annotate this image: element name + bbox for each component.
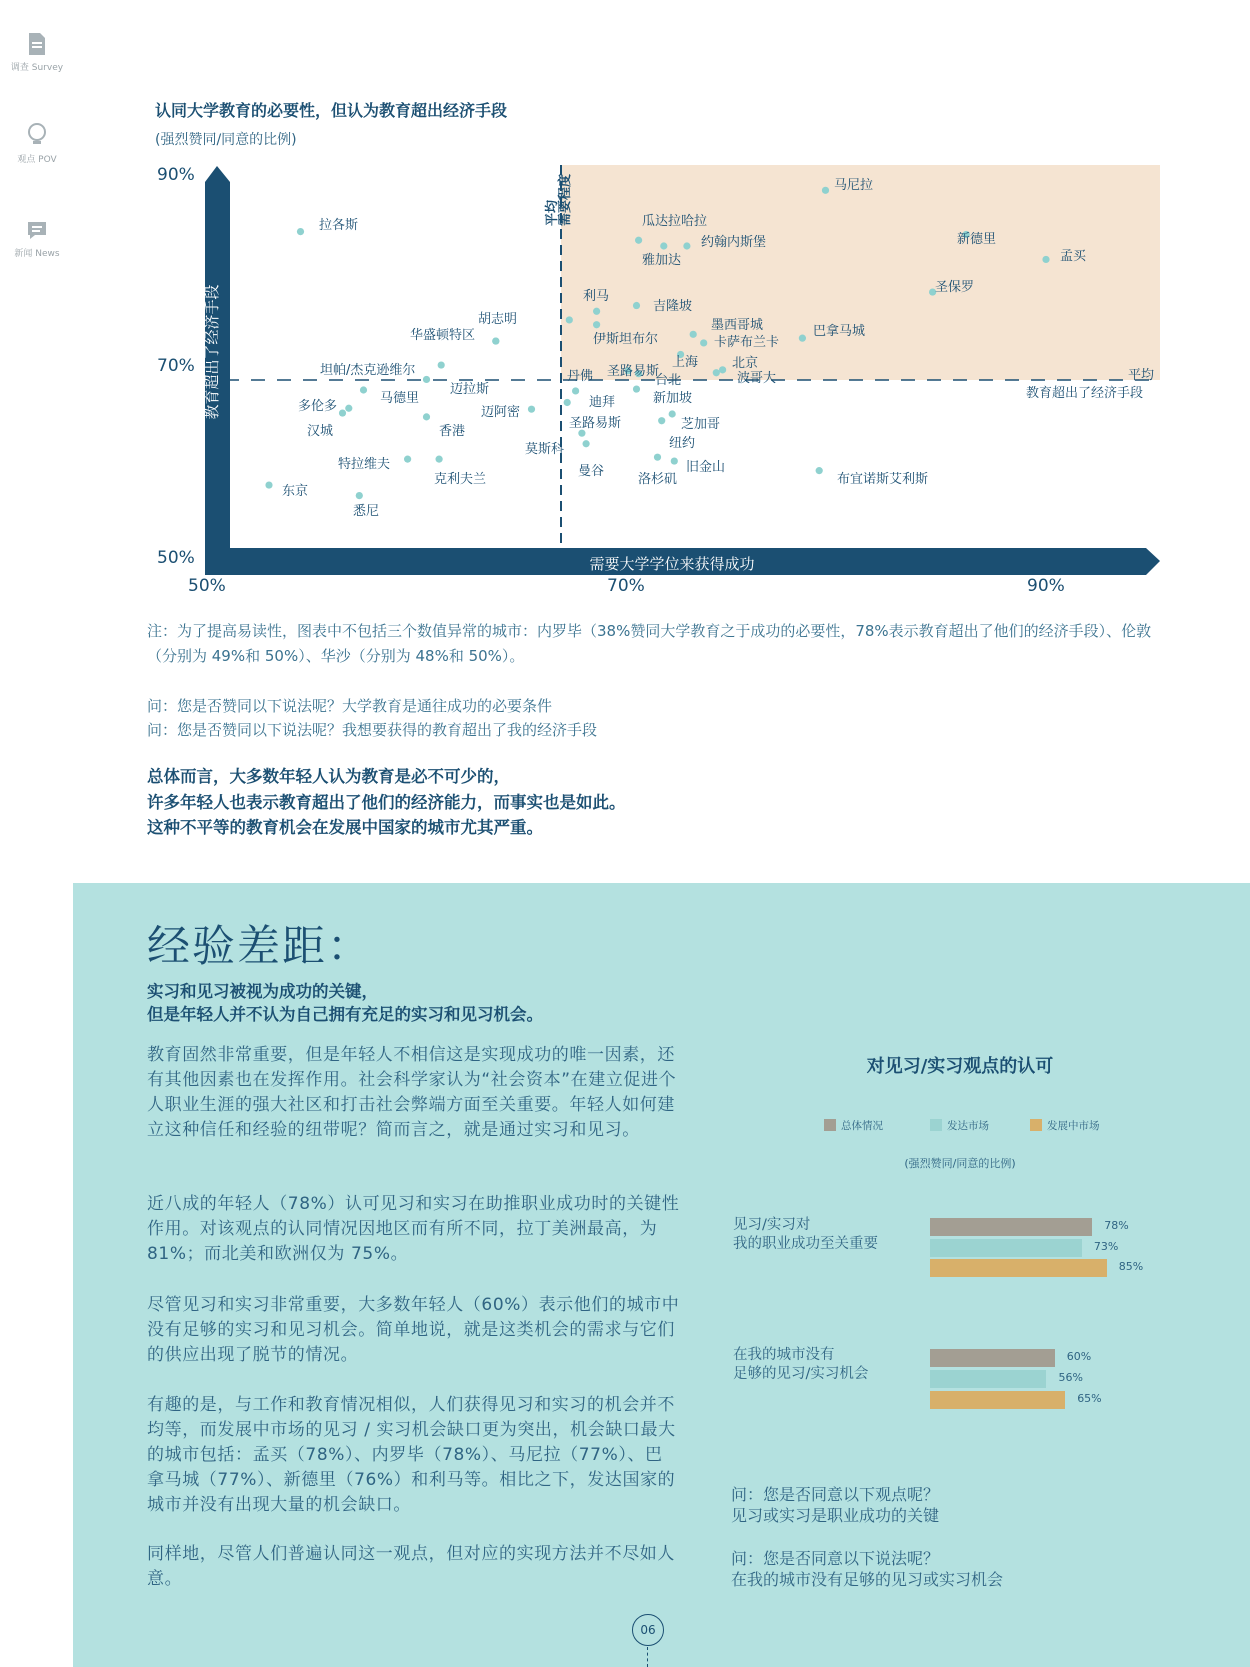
y-axis-label: 教育超出了经济手段 bbox=[203, 284, 221, 420]
city-label: 特拉维夫 bbox=[338, 457, 391, 472]
data-point bbox=[593, 308, 600, 315]
data-point bbox=[633, 385, 640, 392]
city-label: 迈拉斯 bbox=[450, 382, 490, 397]
city-label: 布宜诺斯艾利斯 bbox=[837, 472, 929, 487]
bar-group-label-1: 见习/实习对 我的职业成功至关重要 bbox=[733, 1217, 878, 1252]
city-label: 洛杉矶 bbox=[638, 472, 678, 487]
bar-developed-1 bbox=[930, 1239, 1082, 1257]
data-point bbox=[423, 376, 430, 383]
sidebar-item-label: 调查 Survey bbox=[10, 63, 64, 73]
data-point bbox=[436, 456, 443, 463]
bar-value: 85% bbox=[1118, 1260, 1144, 1273]
data-point bbox=[564, 399, 571, 406]
summary-line-3: 这种不平等的教育机会在发展中国家的城市尤其严重。 bbox=[147, 818, 543, 837]
city-label: 坦帕/杰克逊维尔 bbox=[320, 363, 416, 378]
city-label: 北京 bbox=[732, 356, 759, 371]
chart1-title: 认同大学教育的必要性，但认为教育超出经济手段 bbox=[155, 101, 508, 120]
x-axis-label: 需要大学学位来获得成功 bbox=[589, 555, 755, 573]
paragraph-5: 同样地，尽管人们普遍认同这一观点，但对应的实现方法并不尽如人意。 bbox=[147, 1544, 675, 1589]
city-label: 上海 bbox=[672, 355, 699, 370]
legend-developed: 发达市场 bbox=[930, 1118, 989, 1133]
y-tick-70: 70% bbox=[157, 356, 195, 376]
data-point bbox=[404, 456, 411, 463]
bar-group-label-2: 在我的城市没有 足够的见习/实习机会 bbox=[733, 1347, 869, 1382]
city-label: 东京 bbox=[282, 484, 309, 499]
bar-developed-2 bbox=[930, 1370, 1046, 1388]
y-tick-50: 50% bbox=[157, 548, 195, 568]
average-means-label-1: 平均 bbox=[1128, 368, 1155, 383]
city-label: 迪拜 bbox=[589, 395, 616, 410]
average-means-label-2: 教育超出了经济手段 bbox=[1026, 386, 1144, 401]
data-point bbox=[566, 316, 573, 323]
paragraph-3: 尽管见习和实习非常重要，大多数年轻人（60%）表示他们的城市中没有足够的实习和见习机会。简单地说，就是这类机会的需求与它们的供应出现了脱节的情况。 bbox=[147, 1295, 680, 1365]
y-tick-90: 90% bbox=[157, 165, 195, 185]
bar-value: 78% bbox=[1104, 1219, 1129, 1232]
city-label: 华盛顿特区 bbox=[410, 328, 476, 343]
city-label: 胡志明 bbox=[478, 312, 518, 327]
data-point bbox=[822, 187, 829, 194]
city-label: 马尼拉 bbox=[834, 178, 874, 193]
city-label: 吉隆坡 bbox=[653, 299, 693, 314]
data-point bbox=[683, 242, 690, 249]
legend-developing: 发展中市场 bbox=[1030, 1118, 1100, 1133]
city-label: 丹佛 bbox=[567, 369, 594, 384]
data-point bbox=[345, 405, 352, 412]
summary-line-1: 总体而言，大多数年轻人认为教育是必不可少的， bbox=[147, 767, 510, 786]
city-label: 台北 bbox=[655, 373, 682, 388]
city-label: 新加坡 bbox=[653, 391, 693, 406]
question-2: 问：您是否赞同以下说法呢？我想要获得的教育超出了我的经济手段 bbox=[147, 721, 598, 739]
data-point bbox=[700, 339, 707, 346]
bar-developing-1 bbox=[930, 1259, 1107, 1277]
data-point bbox=[528, 406, 535, 413]
bar-overall-1 bbox=[930, 1218, 1092, 1236]
data-point bbox=[713, 369, 720, 376]
section-heading: 经验差距： bbox=[147, 922, 372, 972]
data-point bbox=[719, 366, 726, 373]
city-label: 圣路易斯 bbox=[569, 416, 622, 431]
data-point bbox=[356, 492, 363, 499]
bar-overall-2 bbox=[930, 1349, 1055, 1367]
data-point bbox=[658, 417, 665, 424]
city-label: 圣保罗 bbox=[935, 280, 975, 295]
city-label: 马德里 bbox=[380, 391, 420, 406]
city-label: 纽约 bbox=[669, 436, 696, 451]
bar-developing-2 bbox=[930, 1391, 1065, 1409]
city-label: 芝加哥 bbox=[681, 417, 721, 432]
city-label: 悉尼 bbox=[353, 504, 380, 519]
data-point bbox=[816, 467, 823, 474]
page-number: 06 bbox=[632, 1614, 664, 1646]
city-label: 迈阿密 bbox=[481, 405, 521, 420]
paragraph-1: 教育固然非常重要，但是年轻人不相信这是实现成功的唯一因素，还有其他因素也在发挥作用。社会科学家认为“社会资本”在建立促进个人职业生涯的强大社区和打击社会弊端方面至关重要。年轻人如何建立这种信任和经验的纽带呢？简而言之，就是通过实习和见习。 bbox=[147, 1045, 677, 1140]
city-label: 孟买 bbox=[1060, 249, 1087, 264]
data-point bbox=[438, 361, 445, 368]
chart2-question-1: 问：您是否同意以下观点呢？ 见习或实习是职业成功的关键 bbox=[731, 1485, 940, 1525]
data-point bbox=[633, 302, 640, 309]
data-point bbox=[583, 440, 590, 447]
data-point bbox=[1042, 256, 1049, 263]
x-tick-90: 90% bbox=[1027, 576, 1065, 596]
data-point bbox=[297, 228, 304, 235]
data-point bbox=[423, 413, 430, 420]
data-point bbox=[339, 409, 346, 416]
city-label: 波哥大 bbox=[737, 371, 777, 386]
city-label: 旧金山 bbox=[686, 460, 726, 475]
bar-value: 60% bbox=[1066, 1350, 1092, 1363]
data-point bbox=[690, 331, 697, 338]
x-tick-50: 50% bbox=[188, 576, 226, 596]
sidebar-item-label: 观点 POV bbox=[17, 155, 57, 165]
city-label: 曼谷 bbox=[578, 464, 605, 479]
question-1: 问：您是否赞同以下说法呢？大学教育是通往成功的必要条件 bbox=[147, 697, 553, 715]
section-subheading: 实习和见习被视为成功的关键， 但是年轻人并不认为自己拥有充足的实习和见习机会。 bbox=[147, 982, 543, 1024]
city-label: 约翰内斯堡 bbox=[701, 235, 767, 250]
chart2-question-2: 问：您是否同意以下说法呢？ 在我的城市没有足够的见习或实习机会 bbox=[731, 1549, 1004, 1589]
highlight-quadrant bbox=[561, 165, 1160, 380]
city-label: 卡萨布兰卡 bbox=[714, 335, 780, 350]
chart1-note: 注：为了提高易读性，图表中不包括三个数值异常的城市：内罗毕（38%赞同大学教育之于成功的必要性，78%表示教育超出了他们的经济手段）、伦敦（分别为 49%和 50%）、华沙（分别为 48%和 50%）。 bbox=[147, 622, 1152, 665]
city-label: 利马 bbox=[583, 289, 610, 304]
paragraph-4: 有趣的是，与工作和教育情况相似，人们获得见习和实习的机会并不均等，而发展中市场的见习 / 实习机会缺口更为突出，机会缺口最大的城市包括：孟买（78%）、内罗毕（78%）、马尼拉（77%）、巴拿马城（77%）、新德里（76%）和利马等。相比之下，发达国家的城市并没有出现大量的机会缺口。 bbox=[147, 1395, 676, 1515]
chart2-title: 对见习/实习观点的认可 bbox=[866, 1056, 1054, 1077]
data-point bbox=[635, 237, 642, 244]
data-point bbox=[265, 481, 272, 488]
city-label: 克利夫兰 bbox=[434, 472, 487, 487]
data-point bbox=[799, 335, 806, 342]
x-tick-70: 70% bbox=[607, 576, 645, 596]
summary-line-2: 许多年轻人也表示教育超出了他们的经济能力，而事实也是如此。 bbox=[147, 793, 626, 812]
city-label: 汉城 bbox=[307, 424, 334, 439]
bar-value: 73% bbox=[1093, 1240, 1119, 1253]
city-label: 墨西哥城 bbox=[711, 318, 764, 333]
average-need-label: 平均 需要程度 bbox=[545, 173, 573, 226]
city-label: 多伦多 bbox=[298, 399, 338, 414]
city-label: 雅加达 bbox=[642, 253, 682, 268]
sidebar-item-label: 新闻 News bbox=[14, 249, 60, 259]
city-label: 圣路易斯 bbox=[607, 364, 660, 379]
city-label: 拉各斯 bbox=[319, 218, 359, 233]
city-label: 瓜达拉哈拉 bbox=[642, 214, 708, 229]
data-point bbox=[654, 454, 661, 461]
bar-value: 65% bbox=[1077, 1392, 1102, 1405]
page-number-line bbox=[647, 1647, 648, 1667]
city-label: 香港 bbox=[439, 424, 466, 439]
city-label: 莫斯科 bbox=[525, 442, 565, 457]
bar-value: 56% bbox=[1058, 1371, 1083, 1384]
city-label: 伊斯坦布尔 bbox=[593, 332, 659, 347]
data-point bbox=[669, 410, 676, 417]
data-point bbox=[671, 457, 678, 464]
legend-overall: 总体情况 bbox=[824, 1118, 883, 1133]
city-label: 新德里 bbox=[957, 232, 997, 247]
data-point bbox=[360, 386, 367, 393]
paragraph-2: 近八成的年轻人（78%）认可见习和实习在助推职业成功时的关键性作用。对该观点的认同情况因地区而有所不同，拉丁美洲最高，为 81%；而北美和欧洲仅为 75%。 bbox=[147, 1194, 680, 1264]
data-point bbox=[492, 337, 499, 344]
city-label: 巴拿马城 bbox=[813, 324, 866, 339]
scatter-chart bbox=[0, 0, 1250, 600]
chart1-subtitle: (强烈赞同/同意的比例) bbox=[155, 132, 297, 148]
chart2-note: (强烈赞同/同意的比例) bbox=[904, 1157, 1016, 1170]
data-point bbox=[572, 387, 579, 394]
